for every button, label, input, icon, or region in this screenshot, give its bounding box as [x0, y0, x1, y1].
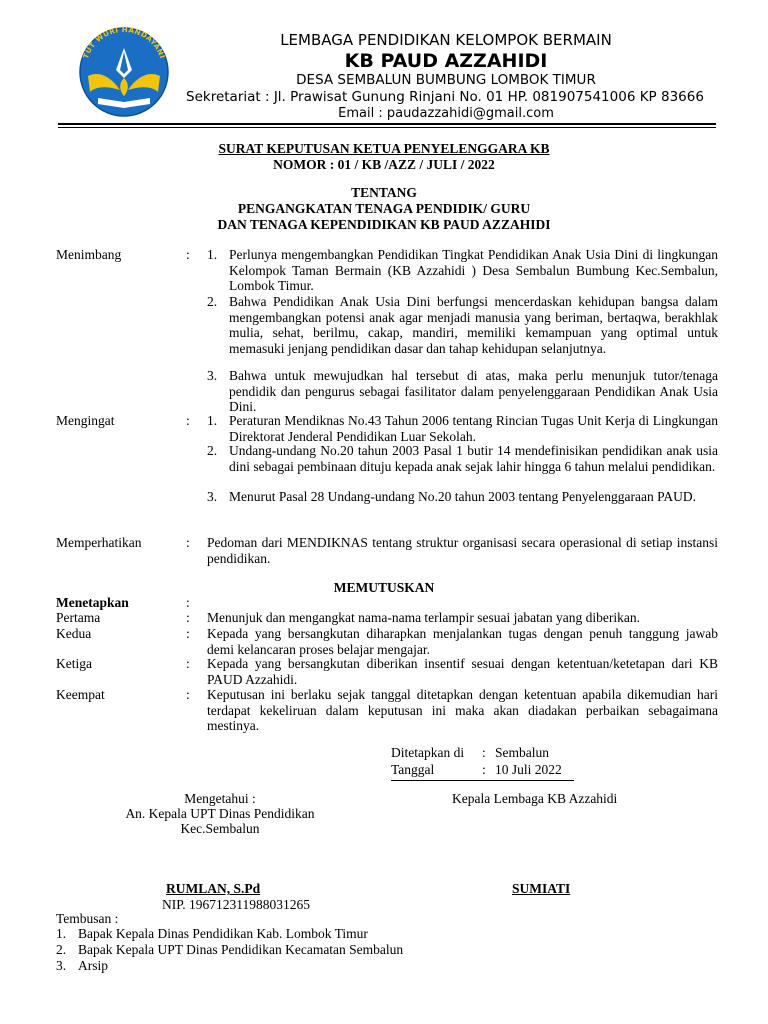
pertama-colon: : — [186, 610, 190, 625]
menetapkan-label: Menetapkan — [56, 595, 129, 610]
decree-subject-heading: TENTANG — [351, 185, 417, 200]
tembusan-item-number: 1. — [56, 926, 67, 941]
institution-name: LEMBAGA PENDIDIKAN KELOMPOK BERMAIN — [280, 31, 612, 49]
mengingat-item-number: 2. — [207, 443, 218, 458]
menimbang-item-text: Bahwa Pendidikan Anak Usia Dini berfungsi mencerdaskan kehidupan bangsa dalam mengembangkan potensi anak agar menjadi manusia yang beriman, bertaqwa, berakhlak mulia, sehat, berilmu, cakap, mandiri, memiliki kemampuan yang optimal untuk memasuki jenjang pendidikan dasar dan tahap kehidupan selanjutnya. — [229, 294, 718, 356]
decree-title: SURAT KEPUTUSAN KETUA PENYELENGGARA KB — [218, 141, 550, 156]
tembusan-item-number: 3. — [56, 958, 67, 973]
ditetapkan-di-value: Sembalun — [495, 745, 549, 760]
tanggal-colon: : — [482, 762, 486, 777]
memperhatikan-label: Memperhatikan — [56, 535, 142, 550]
ditetapkan-di-colon: : — [482, 745, 486, 760]
ketiga-colon: : — [186, 656, 190, 671]
tanggal-value: 10 Juli 2022 — [495, 762, 562, 777]
mengingat-item-text: Peraturan Mendiknas No.43 Tahun 2006 tentang Rincian Tugas Unit Kerja di Lingkungan Direktorat Jenderal Pendidikan Luar Sekolah. — [229, 413, 718, 444]
tembusan-item-text: Bapak Kepala UPT Dinas Pendidikan Kecamatan Sembalun — [78, 942, 404, 957]
keempat-text: Keputusan ini berlaku sejak tanggal ditetapkan dengan ketentuan apabila dikemudian hari terdapat kekeliruan dalam keputusan ini maka akan diadakan perbaikan sebagaimana mestinya. — [207, 687, 718, 734]
left-signer-nip: NIP. 196712311988031265 — [162, 897, 311, 912]
kedua-text: Kepada yang bersangkutan diharapkan menjalankan tugas dengan penuh tanggung jawab demi kelancaran proses belajar mengajar. — [207, 626, 718, 657]
header-divider-thick — [58, 123, 716, 125]
menimbang-item-number: 2. — [207, 294, 218, 309]
mengingat-item-number: 3. — [207, 489, 218, 504]
school-name: KB PAUD AZZAHIDI — [344, 50, 548, 72]
menetapkan-colon: : — [186, 595, 190, 610]
tembusan-item-number: 2. — [56, 942, 67, 957]
mengingat-label: Mengingat — [56, 413, 115, 428]
mengetahui-label: Mengetahui : — [184, 791, 256, 806]
memutuskan-heading: MEMUTUSKAN — [333, 580, 435, 595]
kedua-colon: : — [186, 626, 190, 641]
tembusan-label: Tembusan : — [56, 911, 119, 926]
keempat-colon: : — [186, 687, 190, 702]
mengingat-colon: : — [186, 413, 190, 428]
left-signer-office: Kec.Sembalun — [180, 821, 260, 836]
tanggal-label: Tanggal — [391, 762, 435, 777]
keempat-label: Keempat — [56, 687, 105, 702]
mengingat-item-text: Menurut Pasal 28 Undang-undang No.20 tahun 2003 tentang Penyelenggaraan PAUD. — [229, 489, 697, 504]
menimbang-colon: : — [186, 247, 190, 262]
menimbang-label: Menimbang — [56, 247, 122, 262]
secretariat-address: Sekretariat : Jl. Prawisat Gunung Rinjani No. 01 HP. 081907541006 KP 83666 — [186, 89, 704, 105]
tembusan-item-text: Bapak Kepala Dinas Pendidikan Kab. Lombok Timur — [78, 926, 368, 941]
pertama-text: Menunjuk dan mengangkat nama-nama terlampir sesuai jabatan yang diberikan. — [207, 610, 640, 625]
right-signer-position: Kepala Lembaga KB Azzahidi — [452, 791, 618, 806]
decree-subject-line2: DAN TENAGA KEPENDIDIKAN KB PAUD AZZAHIDI — [217, 217, 551, 232]
decree-number: NOMOR : 01 / KB /AZZ / JULI / 2022 — [273, 157, 495, 172]
mengingat-item-text: Undang-undang No.20 tahun 2003 Pasal 1 butir 14 mendefinisikan pendidikan anak usia dini sebagai pembinaan dituju kepada anak sejak lahir hingga 6 tahun melalui pendidikan. — [229, 443, 718, 474]
menimbang-item-number: 3. — [207, 368, 218, 383]
school-email: Email : paudazzahidi@gmail.com — [338, 106, 554, 121]
left-signer-position: An. Kepala UPT Dinas Pendidikan — [125, 806, 315, 821]
tut-wuri-handayani-logo — [64, 26, 184, 118]
memperhatikan-text: Pedoman dari MENDIKNAS tentang struktur organisasi secara operasional di setiap instansi pendidikan. — [207, 535, 718, 566]
menimbang-item-text: Perlunya mengembangkan Pendidikan Tingkat Pendidikan Anak Usia Dini di lingkungan Kelompok Taman Bermain (KB Azzahidi ) Desa Sembalun Bumbung Kec.Sembalun, Lombok Timur. — [229, 247, 718, 294]
tembusan-item-text: Arsip — [78, 958, 108, 973]
mengingat-item-number: 1. — [207, 413, 218, 428]
menimbang-item-number: 1. — [207, 247, 218, 262]
right-signer-name: SUMIATI — [512, 881, 571, 896]
decree-subject-line1: PENGANGKATAN TENAGA PENDIDIK/ GURU — [237, 201, 531, 216]
kedua-label: Kedua — [56, 626, 92, 641]
ketiga-text: Kepada yang bersangkutan diberikan insentif sesuai dengan ketentuan/ketetapan dari KB PAUD Azzahidi. — [207, 656, 718, 687]
menimbang-item-text: Bahwa untuk mewujudkan hal tersebut di atas, maka perlu menunjuk tutor/tenaga pendidik dan pengurus sebagai fasilitator dalam penyelenggaraan Pendidikan Anak Usia Dini. — [229, 368, 718, 415]
ditetapkan-di-label: Ditetapkan di — [391, 745, 465, 760]
left-signer-name: RUMLAN, S.Pd — [166, 881, 261, 896]
header-divider-thin — [58, 127, 716, 128]
svg-text:TUT WURI HANDAYANI: TUT WURI HANDAYANI — [80, 26, 168, 60]
ketiga-label: Ketiga — [56, 656, 92, 671]
school-address: DESA SEMBALUN BUMBUNG LOMBOK TIMUR — [296, 72, 596, 88]
pertama-label: Pertama — [56, 610, 101, 625]
memperhatikan-colon: : — [186, 535, 190, 550]
